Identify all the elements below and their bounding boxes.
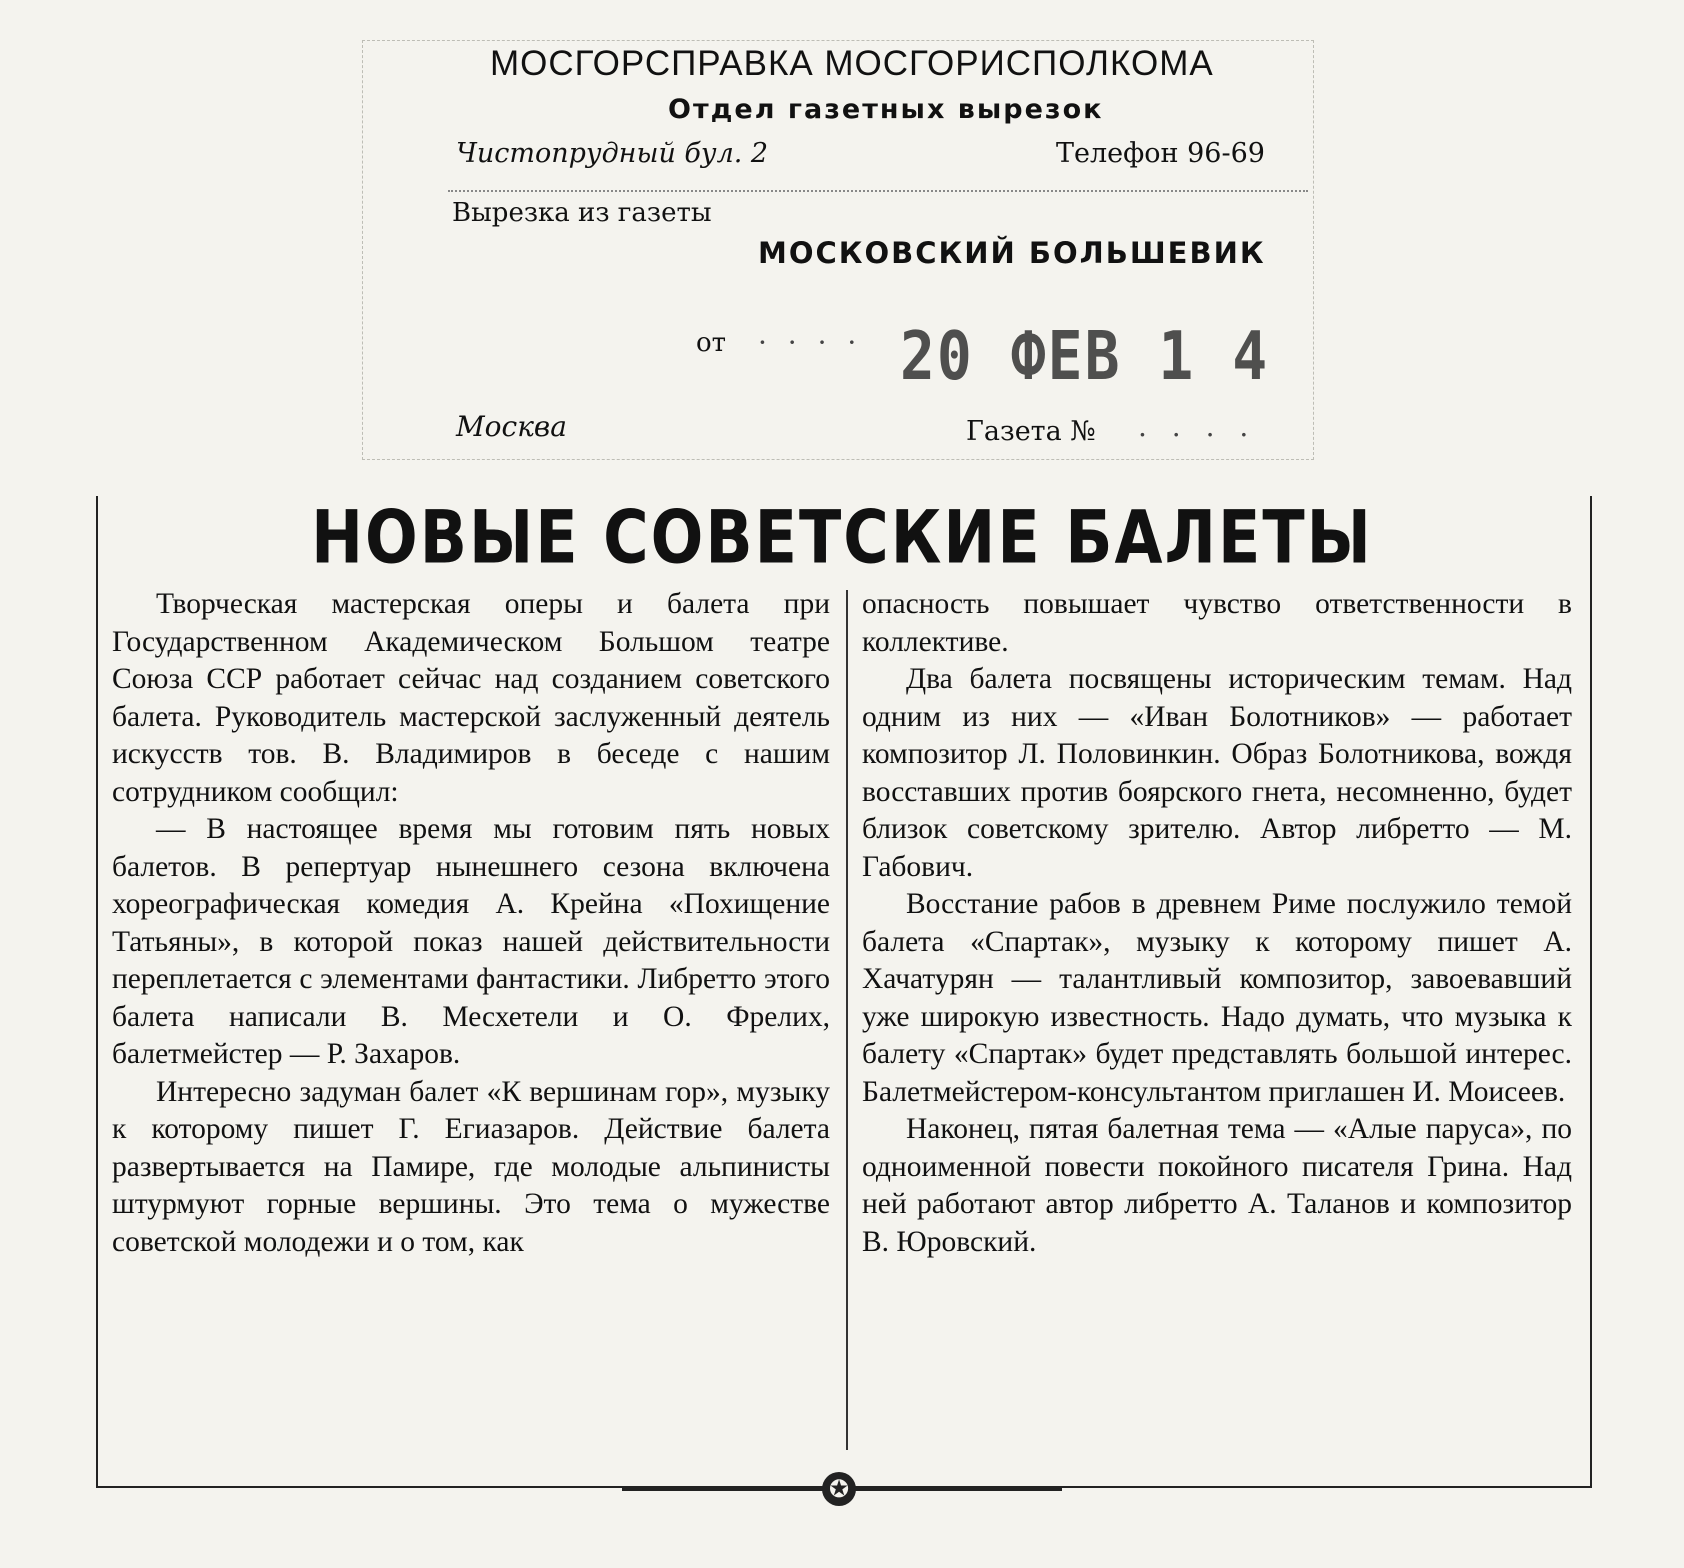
article-column-1: [112, 586, 830, 1261]
paragraph: Наконец, пятая балетная тема — «Алые паруса», по одноименной повести покойного писателя Грина. Над ней работают автор либретто А. Таланов и композитор В. Юровский.: [862, 1113, 1572, 1258]
column-divider: [846, 590, 848, 1450]
paragraph: Интересно задуман балет «К вершинам гор», музыку к которому пишет Г. Егиазаров. Действие балета развертывается на Памире, где молодые альпинисты штурмуют горные вершины. Это тема о мужестве советской молодежи и о том, как: [112, 1075, 830, 1258]
department-name: Отдел газетных вырезок: [668, 94, 1104, 125]
issue-label: Газета №: [966, 416, 1096, 447]
agency-address: Чистопрудный бул. 2: [456, 138, 769, 169]
paragraph: Творческая мастерская оперы и балета при Государственном Академическом Большом театре Союза ССР работает сейчас над созданием советского балета. Руководитель мастерской заслуженный деятель искусств тов. В. Владимиров в беседе с нашим сотрудником сообщил:: [112, 588, 830, 808]
paragraph: — В настоящее время мы готовим пять новых балетов. В репертуар нынешнего сезона включена хореографическая комедия А. Крейна «Похищение Татьяны», в которой показ нашей действительности переплетается с элементами фантастики. Либретто этого балета написали В. Месхетели и О. Фрелих, балетмейстер — Р. Захаров.: [112, 813, 830, 1070]
city-label: Москва: [456, 410, 567, 443]
from-label: от: [696, 328, 727, 358]
article-headline: НОВЫЕ СОВЕТСКИЕ БАЛЕТЫ: [311, 494, 1373, 581]
newspaper-name: МОСКОВСКИЙ БОЛЬШЕВИК: [758, 236, 1266, 270]
agency-phone: Телефон 96-69: [1056, 138, 1265, 169]
date-leader-dots: · · · ·: [758, 326, 863, 359]
cutting-label: Вырезка из газеты: [452, 198, 712, 228]
paragraph: Два балета посвящены историческим темам. Над одним из них — «Иван Болотников» — работает композитор Л. Половинкин. Образ Болотникова, вождя восставших против боярского гнета, несомненно, будет близок советскому зрителю. Автор либретто — М. Габович.: [862, 663, 1572, 883]
date-stamp: 20 ФЕВ 1 4: [900, 316, 1270, 396]
article-column-2: [862, 586, 1572, 1261]
star-ornament-icon: ✪: [822, 1472, 856, 1506]
paragraph-continuation: опасность повышает чувство ответственности в коллективе.: [862, 588, 1572, 658]
paragraph: Восстание рабов в древнем Риме послужило темой балета «Спартак», музыку к которому пишет А. Хачатурян — талантливый композитор, завоевавший уже широкую известность. Надо думать, что музыка к балету «Спартак» будет представлять большой интерес. Балетмейстером-консультантом приглашен И. Моисеев.: [862, 888, 1572, 1108]
issue-leader-dots: . . . .: [1138, 410, 1257, 443]
dotted-divider: [448, 190, 1308, 192]
agency-name: МОСГОРСПРАВКА МОСГОРИСПОЛКОМА: [490, 44, 1214, 83]
